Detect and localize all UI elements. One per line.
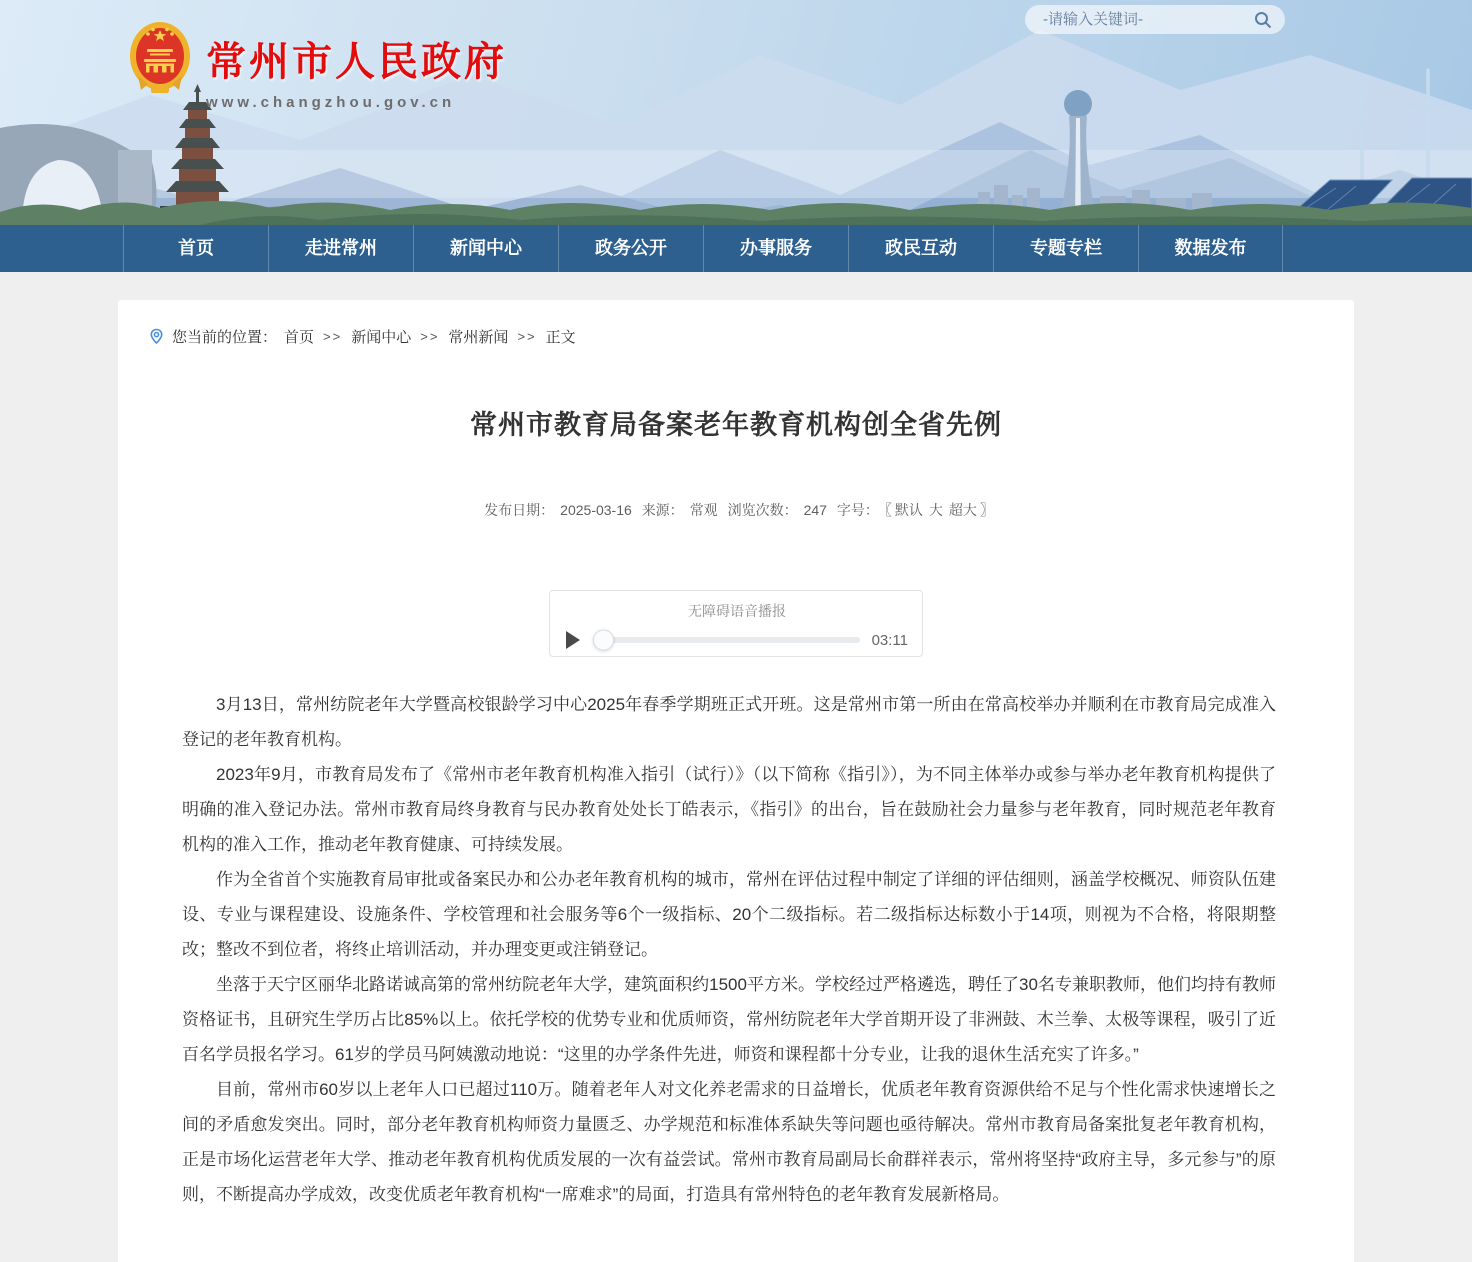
- breadcrumb-changzhou-news[interactable]: 常州新闻: [448, 329, 509, 346]
- meta-fontsize-label: 字号：: [836, 502, 879, 518]
- article-body: [118, 657, 1354, 1222]
- bracket-close: 〗: [979, 502, 994, 518]
- breadcrumb: [118, 300, 1354, 347]
- article-paragraph: 3月13日，常州纺院老年大学暨高校银龄学习中心2025年春季学期班正式开班。这是常州市第一所由在常高校举办并顺利在市教育局完成准入登记的老年教育机构。: [182, 695, 1276, 749]
- article-paragraph: 2023年9月，市教育局发布了《常州市老年教育机构准入指引（试行）》（以下简称《指引》），为不同主体举办或参与举办老年教育机构提供了明确的准入登记办法。常州市教育局终身教育与民办教育处处长丁皓表示，《指引》的出台，旨在鼓励社会力量参与老年教育，同时规范老年教育机构的准入工作，推动老年教育健康、可持续发展。: [182, 765, 1276, 854]
- meta-views-label: 浏览次数：: [727, 502, 798, 518]
- nav-item-special-topics[interactable]: 专题专栏: [993, 225, 1138, 272]
- main-nav: [0, 225, 1472, 272]
- meta-source: 常观: [689, 502, 718, 518]
- breadcrumb-label: 您当前的位置：: [172, 329, 278, 346]
- article-paragraph: 作为全省首个实施教育局审批或备案民办和公办老年教育机构的城市，常州在评估过程中制定了详细的评估细则，涵盖学校概况、师资队伍建设、专业与课程建设、设施条件、学校管理和社会服务等6个一级指标、20个二级指标。若二级指标达标数小于14项，则视为不合格，将限期整改；整改不到位者，将终止培训活动，并办理变更或注销登记。: [182, 870, 1276, 959]
- nav-item-interaction[interactable]: 政民互动: [848, 225, 993, 272]
- site-title: 常州市人民政府: [206, 40, 507, 84]
- header-banner: [0, 0, 1472, 225]
- audio-player-title: 无障碍语音播报: [688, 603, 786, 619]
- article-paragraph: 目前，常州市60岁以上老年人口已超过110万。随着老年人对文化养老需求的日益增长，优质老年教育资源供给不足与个性化需求快速增长之间的矛盾愈发突出。同时，部分老年教育机构师资力量匮乏、办学规范和标准体系缺失等问题也亟待解决。常州市教育局备案批复老年教育机构，正是市场化运营老年大学、推动老年教育机构优质发展的一次有益尝试。常州市教育局副局长俞群祥表示，常州将坚持“政府主导，多元参与”的原则，不断提高办学成效，改变优质老年教育机构“一席难求”的局面，打造具有常州特色的老年教育发展新格局。: [182, 1080, 1276, 1204]
- article-paragraph: 坐落于天宁区丽华北路诺诚高第的常州纺院老年大学，建筑面积约1500平方米。学校经过严格遴选，聘任了30名专兼职教师，他们均持有教师资格证书，且研究生学历占比85%以上。依托学校的优势专业和优质师资，常州纺院老年大学首期开设了非洲鼓、木兰拳、太极等课程，吸引了近百名学员报名学习。61岁的学员马阿姨激动地说：“这里的办学条件先进，师资和课程都十分专业，让我的退休生活充实了许多。”: [182, 975, 1276, 1064]
- site-logo[interactable]: [128, 20, 507, 111]
- nav-item-data-release[interactable]: 数据发布: [1138, 225, 1283, 272]
- fontsize-large-button[interactable]: 大: [928, 502, 943, 518]
- national-emblem-icon: [128, 20, 192, 98]
- meta-source-label: 来源：: [641, 502, 684, 518]
- breadcrumb-separator: >>: [420, 329, 440, 344]
- search-box[interactable]: [1025, 5, 1285, 34]
- page-body: [0, 272, 1472, 1262]
- breadcrumb-separator: >>: [323, 329, 343, 344]
- nav-item-services[interactable]: 办事服务: [703, 225, 848, 272]
- meta-date-label: 发布日期：: [484, 502, 555, 518]
- article-meta: [118, 500, 1354, 520]
- audio-duration: 03:11: [871, 631, 908, 649]
- meta-views: 247: [803, 502, 827, 518]
- play-icon[interactable]: [566, 631, 580, 649]
- search-icon[interactable]: [1253, 10, 1273, 30]
- fontsize-xlarge-button[interactable]: 超大: [948, 502, 977, 518]
- location-pin-icon: [148, 328, 165, 345]
- breadcrumb-home[interactable]: 首页: [284, 329, 315, 346]
- meta-date: 2025-03-16: [560, 502, 632, 518]
- site-url: www.changzhou.gov.cn: [206, 94, 456, 111]
- nav-item-gov-affairs[interactable]: 政务公开: [558, 225, 703, 272]
- fontsize-default-button[interactable]: 默认: [894, 502, 923, 518]
- content-card: [118, 300, 1354, 1262]
- audio-player: [549, 590, 923, 657]
- audio-progress-bar[interactable]: [596, 637, 860, 643]
- search-input[interactable]: [1041, 10, 1253, 29]
- breadcrumb-separator: >>: [517, 329, 537, 344]
- nav-item-home[interactable]: 首页: [123, 225, 268, 272]
- nav-item-news-center[interactable]: 新闻中心: [413, 225, 558, 272]
- bracket-open: 〖: [884, 502, 892, 518]
- breadcrumb-news-center[interactable]: 新闻中心: [351, 329, 412, 346]
- nav-item-about-changzhou[interactable]: 走进常州: [268, 225, 413, 272]
- audio-progress-handle[interactable]: [593, 630, 614, 651]
- breadcrumb-current: 正文: [545, 329, 576, 346]
- article-title: 常州市教育局备案老年教育机构创全省先例: [470, 410, 1002, 440]
